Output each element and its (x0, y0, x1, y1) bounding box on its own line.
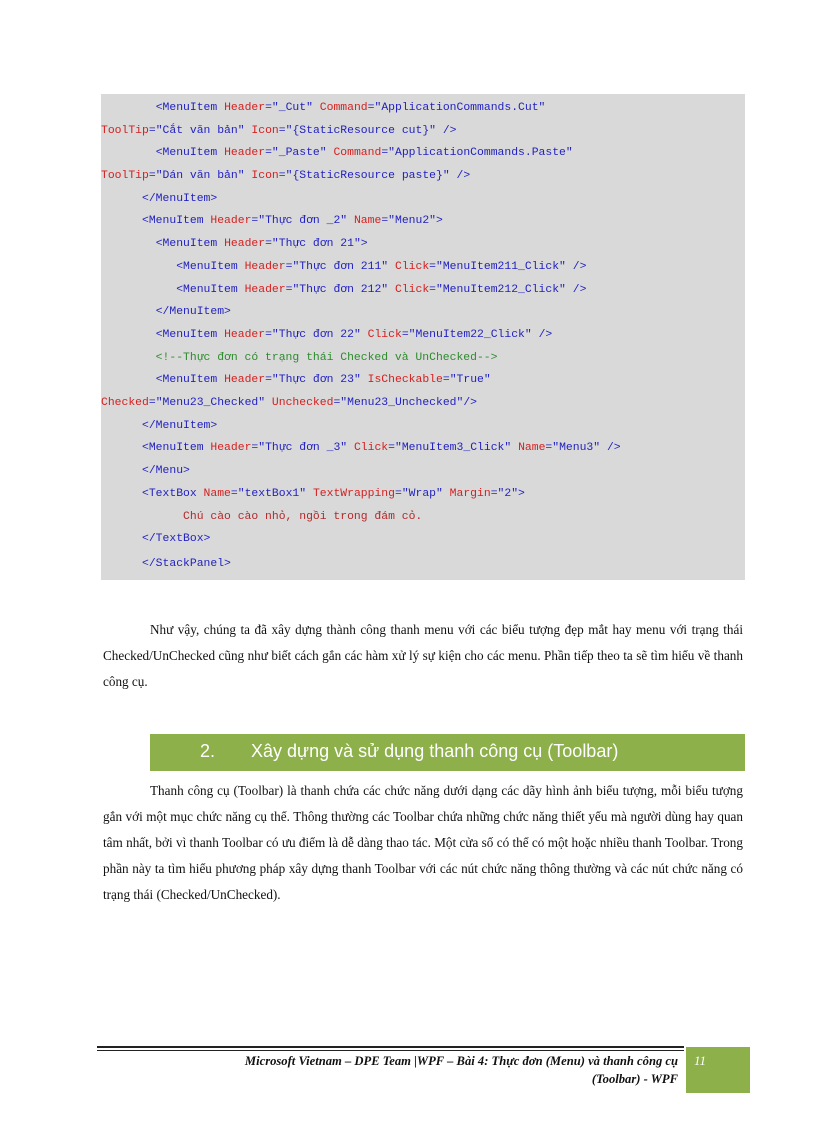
page-number: 11 (694, 1053, 707, 1068)
paragraph-text: Thanh công cụ (Toolbar) là thanh chứa các chức năng dưới dạng các dãy hình ảnh biểu tượng, mỗi biểu tượng gắn với một mục chức năng cụ thể. Thông thường các Toolbar chứa những chức năng thiết yếu mà người dùng hay quan tâm nhất, bởi vì thanh Toolbar có ưu điểm là dễ dàng thao tác. Một cửa số có thể có một hoặc nhiều thanh Toolbar. Trong phần này ta tìm hiểu phương pháp xây dựng thanh Toolbar với các nút chức năng thông thường và các nút chức năng có trạng thái (Checked/UnChecked). (103, 783, 743, 902)
code-line: </TextBox> (142, 533, 211, 545)
page-number-box (686, 1047, 750, 1093)
code-line: </MenuItem> (142, 420, 218, 432)
code-line: </Menu> (142, 465, 190, 477)
code-block (101, 94, 745, 580)
paragraph-toolbar-intro (103, 778, 743, 908)
code-line: <MenuItem Header="_Cut" Command="ApplicationCommands.Cut" (155, 102, 546, 114)
code-line: <MenuItem Header="Thực đơn 22" Click="MenuItem22_Click" /> (155, 329, 553, 341)
code-line: <MenuItem Header="Thực đơn _3" Click="MenuItem3_Click" Name="Menu3" /> (142, 442, 621, 454)
paragraph-text: Như vậy, chúng ta đã xây dựng thành công thanh menu với các biểu tượng đẹp mắt hay menu với trạng thái Checked/UnChecked cũng như biết cách gắn các hàm xử lý sự kiện cho các menu. Phần tiếp theo ta sẽ tìm hiểu về thanh công cụ. (103, 622, 743, 689)
code-line: <MenuItem Header="Thực đơn 23" IsCheckable="True" (155, 374, 491, 386)
section-number: 2. (200, 741, 216, 761)
code-line: <MenuItem Header="Thực đơn 212" Click="MenuItem212_Click" /> (176, 284, 587, 296)
footer-line-1: Microsoft Vietnam – DPE Team |WPF – Bài 4: Thực đơn (Menu) và thanh công cụ (244, 1054, 678, 1068)
section-heading (150, 734, 745, 771)
footer-line-2: (Toolbar) - WPF (591, 1072, 678, 1086)
code-line: </MenuItem> (142, 193, 218, 205)
code-line: Chú cào cào nhỏ, ngồi trong đám cỏ. (101, 511, 423, 523)
code-line: <!--Thực đơn có trạng thái Checked và UnChecked--> (101, 352, 498, 364)
code-line: <MenuItem Header="Thực đơn 211" Click="MenuItem211_Click" /> (176, 261, 587, 273)
code-line: <TextBox Name="textBox1" TextWrapping="Wrap" Margin="2"> (142, 488, 525, 500)
section-title: Xây dựng và sử dụng thanh công cụ (Toolbar) (251, 741, 619, 761)
code-line: ToolTip="Dán văn bản" Icon="{StaticResource paste}" /> (101, 170, 471, 182)
footer-rule-thin (97, 1050, 684, 1051)
code-line: <MenuItem Header="Thực đơn 21"> (155, 238, 368, 250)
code-line: <MenuItem Header="Thực đơn _2" Name="Menu2"> (142, 215, 443, 227)
footer-rule (97, 1046, 684, 1048)
paragraph-menu-summary (103, 617, 743, 695)
code-line: </StackPanel> (142, 558, 231, 570)
code-line: ToolTip="Cắt văn bản" Icon="{StaticResource cut}" /> (101, 125, 457, 137)
page-footer (100, 1052, 678, 1088)
code-line: </MenuItem> (155, 306, 231, 318)
code-line: Checked="Menu23_Checked" Unchecked="Menu23_Unchecked"/> (101, 397, 478, 409)
code-line: <MenuItem Header="_Paste" Command="ApplicationCommands.Paste" (155, 147, 573, 159)
